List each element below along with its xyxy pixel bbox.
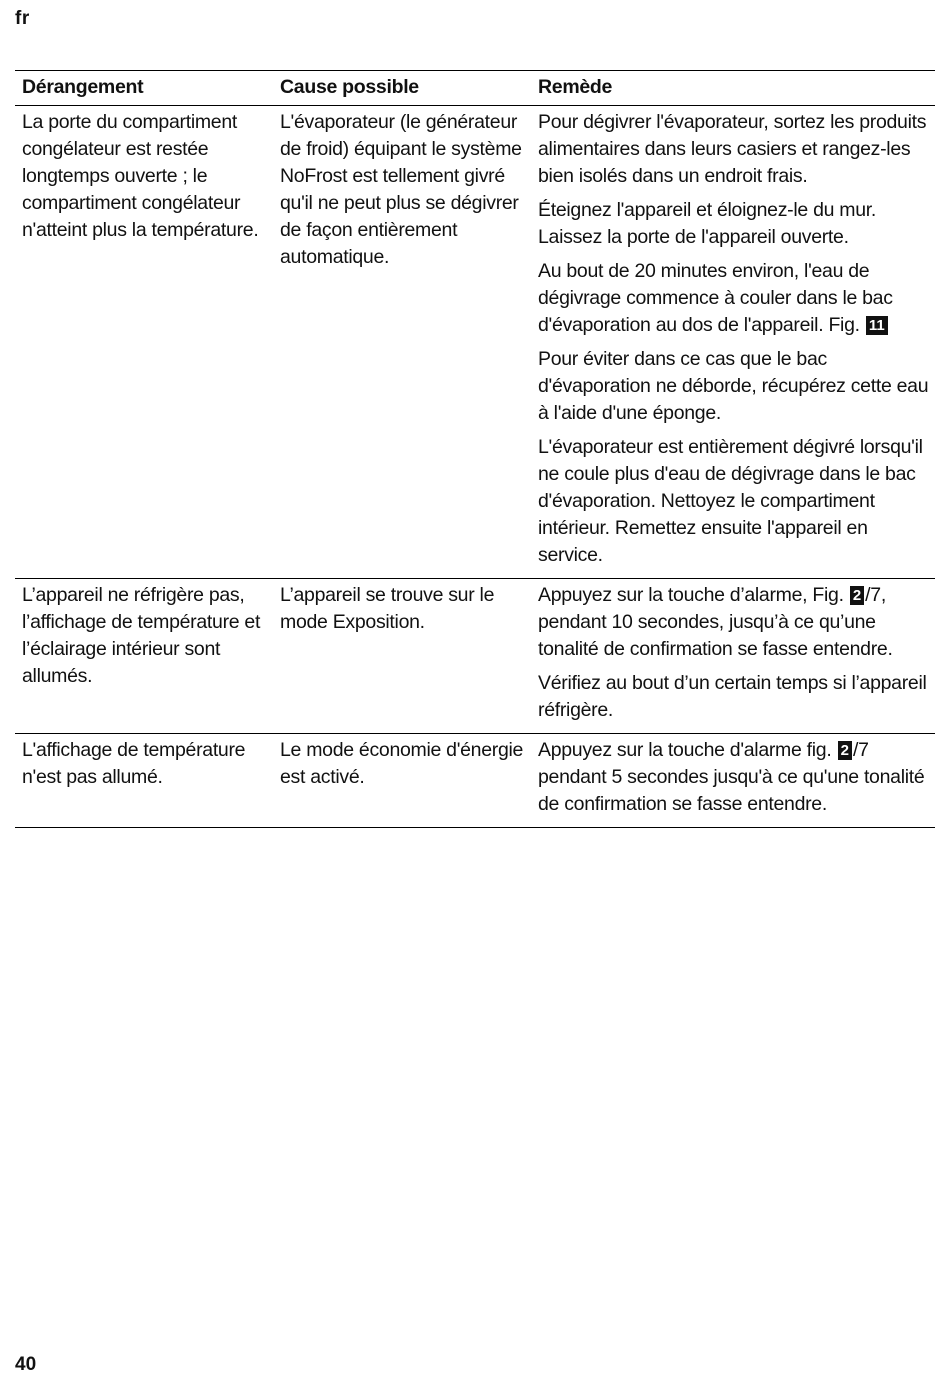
remedy-text: /7 pendant 5 secondes jusqu'à ce qu'une tonalité de confirmation se fasse entendre. (538, 739, 925, 815)
header-cause: Cause possible (280, 76, 419, 98)
cause-cell: L’appareil se trouve sur le mode Exposition. (280, 584, 495, 633)
remedy-cell (531, 579, 935, 734)
fault-cell: La porte du compartiment congélateur est restée longtemps ouverte ; le compartiment congélateur n'atteint plus la température. (22, 111, 259, 241)
header-fault: Dérangement (22, 76, 144, 98)
cause-cell: Le mode économie d'énergie est activé. (280, 739, 524, 788)
remedy-paragraph (538, 737, 929, 818)
fault-cell: L’appareil ne réfrigère pas, l’affichage de température et l’éclairage intérieur sont allumés. (22, 584, 261, 687)
remedy-paragraph: Pour dégivrer l'évaporateur, sortez les produits alimentaires dans leurs casiers et rangez-les bien isolés dans un endroit frais. (538, 111, 927, 187)
cause-cell: L'évaporateur (le générateur de froid) équipant le système NoFrost est tellement givré qu'il ne peut plus se dégivrer de façon entièrement automatique. (280, 111, 522, 268)
remedy-paragraph: Vérifiez au bout d’un certain temps si l’appareil réfrigère. (538, 672, 927, 721)
remedy-paragraph (538, 258, 929, 339)
remedy-text: /7, pendant 10 secondes, jusqu’à ce qu’une tonalité de confirmation se fasse entendre. (538, 584, 893, 660)
figure-reference-badge: 11 (866, 316, 888, 335)
remedy-text: Appuyez sur la touche d'alarme fig. (538, 739, 832, 761)
table-row (15, 579, 935, 734)
remedy-paragraph: L'évaporateur est entièrement dégivré lorsqu'il ne coule plus d'eau de dégivrage dans le bac d'évaporation. Nettoyez le compartiment intérieur. Remettez ensuite l'appareil en service. (538, 436, 923, 566)
remedy-text: Au bout de 20 minutes environ, l'eau de dégivrage commence à couler dans le bac d'évaporation au dos de l'appareil. Fig. (538, 260, 893, 336)
page-number: 40 (15, 1354, 37, 1375)
troubleshooting-table (15, 70, 935, 828)
table-header-row (15, 71, 935, 106)
remedy-paragraph: Pour éviter dans ce cas que le bac d'évaporation ne déborde, récupérez cette eau à l'aide d'une éponge. (538, 348, 929, 424)
figure-reference-badge: 2 (850, 586, 864, 605)
language-tag: fr (15, 8, 30, 29)
remedy-paragraph: Éteignez l'appareil et éloignez-le du mur. Laissez la porte de l'appareil ouverte. (538, 199, 877, 248)
figure-reference-badge: 2 (838, 741, 852, 760)
remedy-cell (531, 734, 935, 828)
header-remedy: Remède (538, 76, 613, 98)
table-row (15, 734, 935, 828)
fault-cell: L'affichage de température n'est pas allumé. (22, 739, 246, 788)
remedy-text: Appuyez sur la touche d’alarme, Fig. (538, 584, 844, 606)
table-row (15, 106, 935, 579)
remedy-cell (531, 106, 935, 579)
remedy-paragraph (538, 582, 929, 663)
